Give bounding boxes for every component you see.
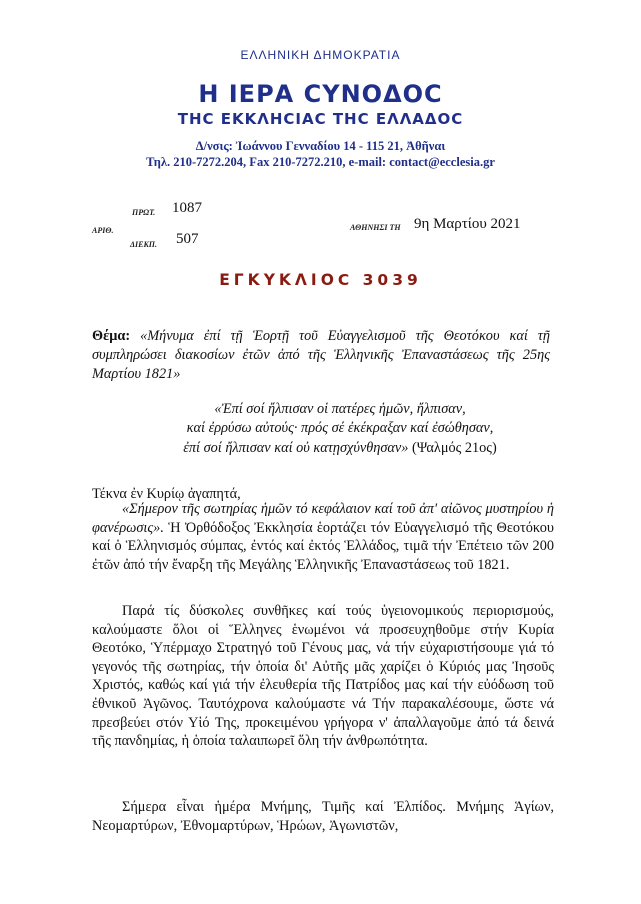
paragraph-2: Παρά τίς δύσκολες συνθῆκες καί τούς ὑγειονομικούς περιορισμούς, καλούμαστε ὅλοι οἱ Ἕλληνες ἑνωμένοι νά προσευχηθοῦμε στήν Κυρία Θεοτόκο, Ὑπέρμαχο Στρατηγό τοῦ Γένους μας, νά τήν εὐχαριστήσουμε γιά τό γεγονός τῆς σωτηρίας, τήν ὁποία δι' Αὐτῆς μᾶς χαρίζει ὁ Κύριός μας Ἰησοῦς Χριστός, καθώς καί γιά τήν ἐλευθερία τῆς Πατρίδος μας καί τήν εὐόδωση τοῦ ἐθνικοῦ Ἀγῶνος. Ταυτόχρονα καλούμαστε νά Τήν παρακαλέσουμε, ὥστε νά πρεσβεύει στόν Υἱό Της, προκειμένου γρήγορα ν' ἀπαλλαγοῦμε ἀπό τά δεινά τῆς πανδημίας, ἡ ὁποία ταλαιπωρεῖ ὅλη τήν ἀνθρωπότητα. (92, 603, 554, 750)
prot-label: ΠΡΩΤ. (132, 208, 156, 217)
date-value: 9η Μαρτίου 2021 (414, 216, 521, 232)
arith-label: ΑΡΙΘ. (92, 226, 114, 235)
paragraph-1-quote: «Σήμερον τῆς σωτηρίας ἡμῶν τό κεφάλαιον καί τοῦ ἀπ' αἰῶνος μυστηρίου ἡ φανέρωσις». (92, 501, 554, 536)
encyclical-title: ΕΓΚΥΚΛΙΟC 3039 (219, 271, 422, 289)
paragraph-1 (92, 500, 554, 574)
church-heading: ΤΗC ΕΚΚΛΗCΙΑC ΤΗC ΕΛΛΑΔΟC (177, 110, 464, 128)
subject-label: Θέμα: (92, 328, 131, 344)
quote-line-3: ἐπί σοί ἤλπισαν καί οὐ κατῃσχύνθησαν» (183, 439, 409, 456)
quote-line-2: καί ἐρρύσω αὐτούς· πρός σέ ἐκέκραξαν καί ἐσώθησαν, (186, 420, 494, 437)
republic-heading: ΕΛΛΗΝΙΚΗ ΔΗΜΟΚΡΑΤΙΑ (240, 48, 401, 62)
quote-line-1: «Ἐπί σοί ἤλπισαν οἱ πατέρες ἡμῶν, ἤλπισαν, (214, 401, 466, 417)
diekp-label: ΔΙΕΚΠ. (130, 240, 158, 249)
address-line: Δ/νσις: Ἰωάννου Γενναδίου 14 - 115 21, Ἀθῆναι (195, 139, 446, 153)
paragraph-1-text: Ἡ Ὀρθόδοξος Ἐκκλησία ἑορτάζει τόν Εὐαγγελισμό τῆς Θεοτόκου καί ὁ Ἑλληνισμός σύμπας, ἐντός καί ἐκτός Ἑλλάδος, τιμᾶ τήν Ἐπέτειο τῶν 200 ἐτῶν ἀπό τήν ἔναρξη τῆς Μεγάλης Ἑλληνικῆς Ἐπαναστάσεως τοῦ 1821. (92, 519, 554, 573)
diekp-number: 507 (176, 231, 199, 247)
date-label: ΑΘΗΝΗΣΙ ΤΗ (350, 223, 401, 232)
paragraph-3: Σήμερα εἶναι ἡμέρα Μνήμης, Τιμῆς καί Ἐλπίδος. Μνήμης Ἁγίων, Νεομαρτύρων, Ἐθνομαρτύρων, Ἡρώων, Ἀγωνιστῶν, (92, 799, 554, 834)
prot-number: 1087 (172, 200, 202, 216)
psalm-quote (120, 400, 560, 458)
synod-heading: Η ΙΕΡΑ CΥΝΟΔΟC (198, 80, 443, 108)
contact-line: Τηλ. 210-7272.204, Fax 210-7272.210, e-mail: contact@ecclesia.gr (146, 155, 495, 169)
subject-block (92, 327, 550, 384)
salutation: Τέκνα ἐν Κυρίῳ ἀγαπητά, (92, 486, 241, 502)
subject-text: «Μήνυμα ἐπί τῇ Ἑορτῇ τοῦ Εὐαγγελισμοῦ τῆς Θεοτόκου καί τῇ συμπληρώσει διακοσίων ἐτῶν ἀπό τῆς Ἑλληνικῆς Ἐπαναστάσεως τῆς 25ης Μαρτίου 1821» (92, 328, 551, 382)
quote-source: (Ψαλμός 21ος) (412, 439, 497, 456)
